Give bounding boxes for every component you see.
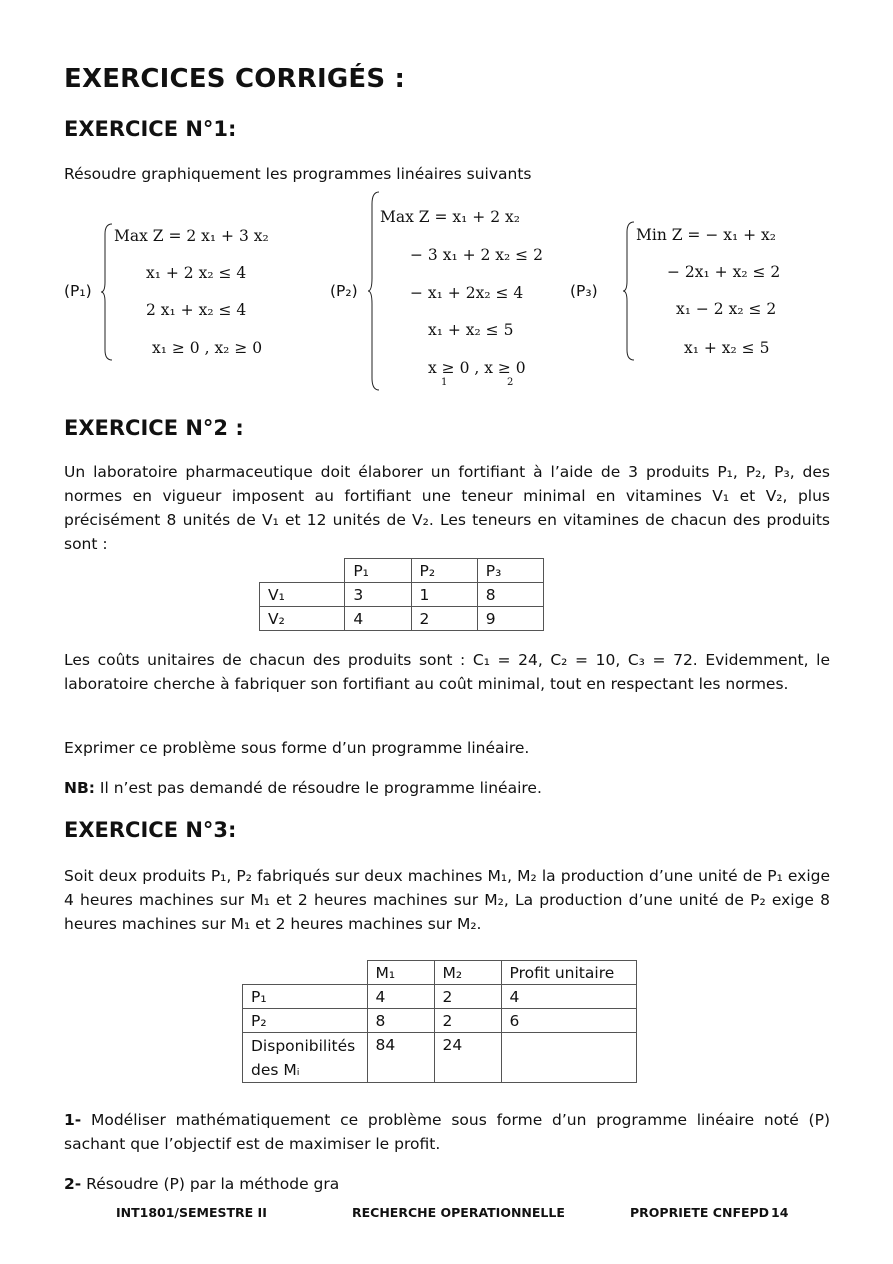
table-cell: 84 — [367, 1033, 434, 1083]
table-row — [243, 1009, 637, 1033]
question-1-number: 1- — [64, 1111, 82, 1129]
exercise-3-heading: EXERCICE N°3: — [64, 818, 237, 842]
p2-nonnegativity: x ≥ 0 , x ≥ 0 — [428, 359, 526, 377]
table-header-row — [260, 559, 544, 583]
question-2-text: Résoudre (P) par la méthode gra — [81, 1175, 340, 1193]
table-cell: 3 — [345, 583, 411, 607]
table-cell: P₁ — [243, 985, 368, 1009]
table-cell: 1 — [411, 583, 477, 607]
p1-constraint-2: 2 x₁ + x₂ ≤ 4 — [146, 301, 247, 319]
footer-center: RECHERCHE OPERATIONNELLE — [352, 1205, 565, 1220]
table-cell: P₂ — [243, 1009, 368, 1033]
table-cell — [260, 559, 345, 583]
p2-constraint-1: − 3 x₁ + 2 x₂ ≤ 2 — [410, 246, 543, 264]
table-cell: 6 — [501, 1009, 637, 1033]
p1-brace — [100, 222, 114, 362]
table-cell: 4 — [367, 985, 434, 1009]
p3-label: (P₃) — [570, 282, 598, 300]
p2-brace — [367, 190, 381, 392]
footer-right: PROPRIETE CNFEPD — [630, 1205, 770, 1220]
exercise-2-heading: EXERCICE N°2 : — [64, 416, 244, 440]
footer-left: INT1801/SEMESTRE II — [116, 1205, 267, 1220]
p3-constraint-2: x₁ − 2 x₂ ≤ 2 — [676, 300, 777, 318]
machine-table — [242, 960, 637, 1083]
table-row — [243, 985, 637, 1009]
p2-constraint-2: − x₁ + 2x₂ ≤ 4 — [410, 284, 524, 302]
p2-label: (P₂) — [330, 282, 358, 300]
table-header-cell: M₂ — [434, 961, 501, 985]
vitamin-table — [259, 558, 544, 631]
page-number: 14 — [771, 1205, 789, 1220]
table-cell: V₁ — [260, 583, 345, 607]
table-cell: 2 — [434, 985, 501, 1009]
table-header-row — [243, 961, 637, 985]
table-header-cell: P₁ — [345, 559, 411, 583]
table-cell: 4 — [501, 985, 637, 1009]
table-cell: 2 — [434, 1009, 501, 1033]
exercise-2-note — [64, 776, 542, 800]
page-title: EXERCICES CORRIGÉS : — [64, 64, 406, 94]
exercise-2-paragraph-1: Un laboratoire pharmaceutique doit élaborer un fortifiant à l’aide de 3 produits P₁, P₂, P₃, des normes en vigueur imposent au fortifiant une teneur minimal en vitamines V₁ et V₂, plus précisément 8 unités de V₁ et 12 unités de V₂. Les teneurs en vitamines de chacun des produits sont : — [64, 463, 830, 553]
table-row — [243, 1033, 637, 1083]
question-1-text: Modéliser mathématiquement ce problème sous forme d’un programme linéaire noté (P) sachant que l’objectif est de maximiser le profit. — [64, 1111, 830, 1153]
p2-subscript-1: 1 — [441, 377, 448, 388]
table-cell: 4 — [345, 607, 411, 631]
table-row — [260, 607, 544, 631]
p1-nonnegativity: x₁ ≥ 0 , x₂ ≥ 0 — [152, 339, 263, 357]
p1-objective: Max Z = 2 x₁ + 3 x₂ — [114, 227, 269, 245]
p3-constraint-3: x₁ + x₂ ≤ 5 — [684, 339, 770, 357]
exercise-1-intro: Résoudre graphiquement les programmes linéaires suivants — [64, 165, 532, 183]
table-cell: V₂ — [260, 607, 345, 631]
p2-constraint-3: x₁ + x₂ ≤ 5 — [428, 321, 514, 339]
p3-constraint-1: − 2x₁ + x₂ ≤ 2 — [667, 263, 781, 281]
note-label: NB: — [64, 779, 95, 797]
p2-subscript-2: 2 — [507, 377, 514, 388]
table-cell — [501, 1033, 637, 1083]
question-2 — [64, 1172, 339, 1196]
p3-brace — [622, 220, 636, 362]
table-header-cell: Profit unitaire — [501, 961, 637, 985]
p2-objective: Max Z = x₁ + 2 x₂ — [380, 208, 520, 226]
table-cell: Disponibilités des Mᵢ — [243, 1033, 368, 1083]
table-cell: 8 — [477, 583, 543, 607]
table-cell — [243, 961, 368, 985]
table-cell: 2 — [411, 607, 477, 631]
question-2-number: 2- — [64, 1175, 82, 1193]
p3-objective: Min Z = − x₁ + x₂ — [636, 226, 777, 244]
table-header-cell: P₂ — [411, 559, 477, 583]
exercise-2-paragraph-2: Les coûts unitaires de chacun des produits sont : C₁ = 24, C₂ = 10, C₃ = 72. Evidemment, le laboratoire cherche à fabriquer son fortifiant au coût minimal, tout en respectant les normes. — [64, 651, 830, 693]
table-header-cell: M₁ — [367, 961, 434, 985]
p1-label: (P₁) — [64, 282, 92, 300]
table-row — [260, 583, 544, 607]
table-cell: 9 — [477, 607, 543, 631]
table-cell: 24 — [434, 1033, 501, 1083]
exercise-3-paragraph-1: Soit deux produits P₁, P₂ fabriqués sur deux machines M₁, M₂ la production d’une unité de P₁ exige 4 heures machines sur M₁ et 2 heures machines sur M₂, La production d’une unité de P₂ exige 8 heures machines sur M₁ et 2 heures machines sur M₂. — [64, 867, 830, 933]
exercise-2-paragraph-3: Exprimer ce problème sous forme d’un programme linéaire. — [64, 739, 530, 757]
exercise-1-heading: EXERCICE N°1: — [64, 117, 237, 141]
note-text: Il n’est pas demandé de résoudre le programme linéaire. — [95, 779, 542, 797]
question-1 — [64, 1108, 830, 1156]
p1-constraint-1: x₁ + 2 x₂ ≤ 4 — [146, 264, 247, 282]
table-header-cell: P₃ — [477, 559, 543, 583]
table-cell: 8 — [367, 1009, 434, 1033]
